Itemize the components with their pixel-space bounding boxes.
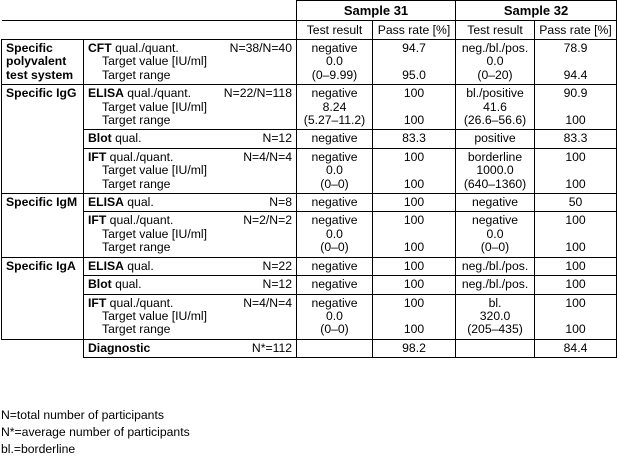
s32-result-cell: neg./bl./pos. (456, 257, 535, 275)
header-blank-cell (2, 1, 297, 21)
s32-result-cell (456, 339, 535, 357)
s32-pass-cell: 50 (535, 194, 617, 212)
target: 320.0 (479, 308, 511, 323)
pass-quant: 100 (403, 322, 425, 337)
target: 0.0 (486, 226, 504, 241)
target: 0.0 (326, 54, 343, 69)
method-name: ELISA (88, 86, 124, 101)
method-mode: qual./quant. (123, 86, 191, 101)
results-table (1, 0, 617, 358)
method-mode: qual./quant. (106, 149, 174, 164)
pass-qual: 94.7 (402, 41, 426, 55)
target: 0.0 (326, 308, 343, 323)
target: 1000.0 (476, 163, 514, 178)
pass-qual: 100 (565, 149, 586, 164)
s31-pass-cell (373, 148, 456, 193)
s31-pass-cell (373, 294, 456, 339)
pass-quant: 100 (565, 240, 586, 255)
s31-pass-cell (373, 212, 456, 257)
row-iga-blot (2, 276, 617, 294)
target: 0.0 (486, 54, 504, 69)
range: (5.27–11.2) (303, 113, 366, 127)
pass-quant: 100 (565, 113, 586, 127)
pass-qual: 100 (403, 149, 425, 164)
target: 41.6 (483, 99, 507, 114)
s32-result-cell: negative (456, 194, 535, 212)
header-row-samples (2, 1, 617, 21)
range: (0–0) (320, 322, 349, 337)
s31-pass-cell (373, 40, 456, 85)
result: negative (311, 41, 358, 55)
s31-pass-cell: 100 (373, 257, 456, 275)
s32-pass-cell (535, 40, 617, 85)
s32-result-cell (456, 148, 535, 193)
result: negative (311, 149, 358, 164)
row-igg-ift (2, 148, 617, 193)
s32-pass-cell: 84.4 (535, 339, 617, 357)
s31-result-cell (297, 85, 373, 130)
s31-result-cell: negative (297, 257, 373, 275)
row-igg-blot (2, 130, 617, 148)
result: negative (311, 213, 358, 228)
participant-count: N=22/N=118 (223, 86, 292, 101)
method-name: IFT (88, 213, 107, 228)
participant-count: N=2/N=2 (243, 213, 292, 228)
method-mode: qual./quant. (106, 213, 174, 228)
s31-pass-cell: 83.3 (373, 130, 456, 148)
range: (640–1360) (463, 176, 527, 191)
row-cft (2, 40, 617, 85)
group-igm: Specific IgM (2, 194, 84, 258)
target: 8.24 (322, 99, 347, 114)
pass-qual: 100 (403, 86, 425, 101)
s32-pass-cell (535, 294, 617, 339)
row-iga-elisa (2, 257, 617, 275)
test-result-header: Test result (297, 21, 373, 40)
target-range-label: Target range (102, 176, 171, 191)
method-name: IFT (88, 149, 107, 164)
s31-result-cell: negative (297, 194, 373, 212)
range: (0–0) (480, 240, 510, 255)
target-value-label: Target value [IU/ml] (102, 99, 207, 114)
s31-pass-cell (373, 85, 456, 130)
s31-result-cell: negative (297, 276, 373, 294)
group-igg: Specific IgG (2, 85, 84, 194)
pass-quant: 95.0 (402, 67, 426, 82)
range: (0–0) (320, 240, 349, 255)
target: 0.0 (326, 163, 343, 178)
method-name: ELISA (88, 258, 124, 273)
row-igm-ift (2, 212, 617, 257)
method-name: IFT (88, 295, 107, 310)
pass-rate-header: Pass rate [%] (535, 21, 617, 40)
s32-pass-cell: 83.3 (535, 130, 617, 148)
participant-count: N*=112 (251, 340, 292, 355)
method-mode: qual. (111, 277, 142, 292)
assay-iga-elisa (84, 257, 297, 275)
test-result-header: Test result (456, 21, 535, 40)
sample-32-header: Sample 32 (456, 1, 617, 21)
s32-pass-cell (535, 85, 617, 130)
pass-qual: 100 (565, 213, 586, 228)
assay-igg-elisa (84, 85, 297, 130)
method-mode: qual./quant. (106, 295, 174, 310)
target-value-label: Target value [IU/ml] (102, 163, 207, 178)
target-value-label: Target value [IU/ml] (102, 226, 207, 241)
method-name: Diagnostic (88, 340, 151, 355)
s32-result-cell: neg./bl./pos. (456, 276, 535, 294)
pass-qual: 78.9 (563, 41, 588, 55)
target-value-label: Target value [IU/ml] (102, 54, 207, 69)
row-igm-elisa (2, 194, 617, 212)
range: (205–435) (467, 322, 523, 337)
participant-count: N=12 (262, 131, 292, 146)
s32-result-cell (456, 85, 535, 130)
s31-pass-cell: 98.2 (373, 339, 456, 357)
s31-pass-cell: 100 (373, 194, 456, 212)
pass-quant: 94.4 (563, 67, 588, 82)
assay-igg-blot (84, 130, 297, 148)
range: (26.6–56.6) (463, 113, 527, 127)
row-diagnostic (2, 339, 617, 357)
diagnostic-blank-cell (2, 339, 84, 357)
pass-quant: 100 (403, 176, 425, 191)
assay-diagnostic (84, 339, 297, 357)
assay-igm-elisa (84, 194, 297, 212)
target-range-label: Target range (102, 322, 171, 337)
method-name: ELISA (88, 195, 124, 210)
assay-iga-blot (84, 276, 297, 294)
s31-result-cell (297, 148, 373, 193)
pass-quant: 100 (565, 322, 586, 337)
participant-count: N=4/N=4 (243, 149, 292, 164)
range: (0–0) (320, 176, 349, 191)
pass-qual: 100 (565, 295, 586, 310)
s31-result-cell (297, 40, 373, 85)
header-blank-cell (2, 21, 297, 40)
s31-pass-cell: 100 (373, 276, 456, 294)
assay-igg-ift (84, 148, 297, 193)
result: negative (311, 86, 358, 101)
target-range-label: Target range (102, 240, 171, 255)
target: 0.0 (326, 226, 343, 241)
result: borderline (467, 149, 523, 164)
participant-count: N=4/N=4 (243, 295, 292, 310)
s32-result-cell (456, 40, 535, 85)
method-name: Blot (88, 131, 112, 146)
method-name: Blot (88, 277, 112, 292)
method-name: CFT (88, 41, 112, 55)
row-igg-elisa (2, 85, 617, 130)
group-polyvalent: Specific polyvalent test system (2, 40, 84, 85)
s32-result-cell: positive (456, 130, 535, 148)
pass-qual: 100 (403, 213, 425, 228)
footnote: bl.=borderline (1, 442, 76, 456)
pass-quant: 100 (565, 176, 586, 191)
assay-iga-ift (84, 294, 297, 339)
s31-result-cell (297, 294, 373, 339)
s32-pass-cell (535, 148, 617, 193)
pass-quant: 100 (403, 240, 425, 255)
s31-result-cell (297, 339, 373, 357)
s32-result-cell (456, 212, 535, 257)
method-mode: qual. (123, 258, 154, 273)
participant-count: N=22 (262, 258, 292, 273)
sample-31-header: Sample 31 (297, 1, 456, 21)
s31-result-cell: negative (297, 130, 373, 148)
s32-pass-cell: 100 (535, 257, 617, 275)
footnote: N*=average number of participants (1, 425, 190, 439)
result: bl. (488, 295, 502, 310)
range: (0–20) (477, 67, 513, 82)
group-iga: Specific IgA (2, 257, 84, 339)
method-mode: qual./quant. (111, 41, 179, 55)
method-mode: qual. (111, 131, 142, 146)
target-range-label: Target range (102, 67, 171, 82)
s32-pass-cell (535, 212, 617, 257)
header-row-columns (2, 21, 617, 40)
participant-count: N=12 (262, 277, 292, 292)
range: (0–9.99) (311, 67, 358, 82)
method-mode: qual. (123, 195, 154, 210)
target-range-label: Target range (102, 113, 171, 128)
result: bl./positive (466, 86, 524, 101)
pass-qual: 100 (403, 295, 425, 310)
pass-rate-header: Pass rate [%] (373, 21, 456, 40)
participant-count: N=38/N=40 (229, 41, 292, 55)
row-iga-ift (2, 294, 617, 339)
s31-result-cell (297, 212, 373, 257)
pass-qual: 90.9 (563, 86, 588, 101)
result: neg./bl./pos. (461, 41, 529, 55)
target-value-label: Target value [IU/ml] (102, 308, 207, 323)
assay-igm-ift (84, 212, 297, 257)
participant-count: N=8 (269, 195, 292, 210)
result: negative (311, 295, 358, 310)
result: negative (471, 213, 519, 228)
s32-result-cell (456, 294, 535, 339)
s32-pass-cell: 100 (535, 276, 617, 294)
assay-cft (84, 40, 297, 85)
footnote: N=total number of participants (1, 408, 164, 422)
pass-quant: 100 (403, 113, 425, 127)
